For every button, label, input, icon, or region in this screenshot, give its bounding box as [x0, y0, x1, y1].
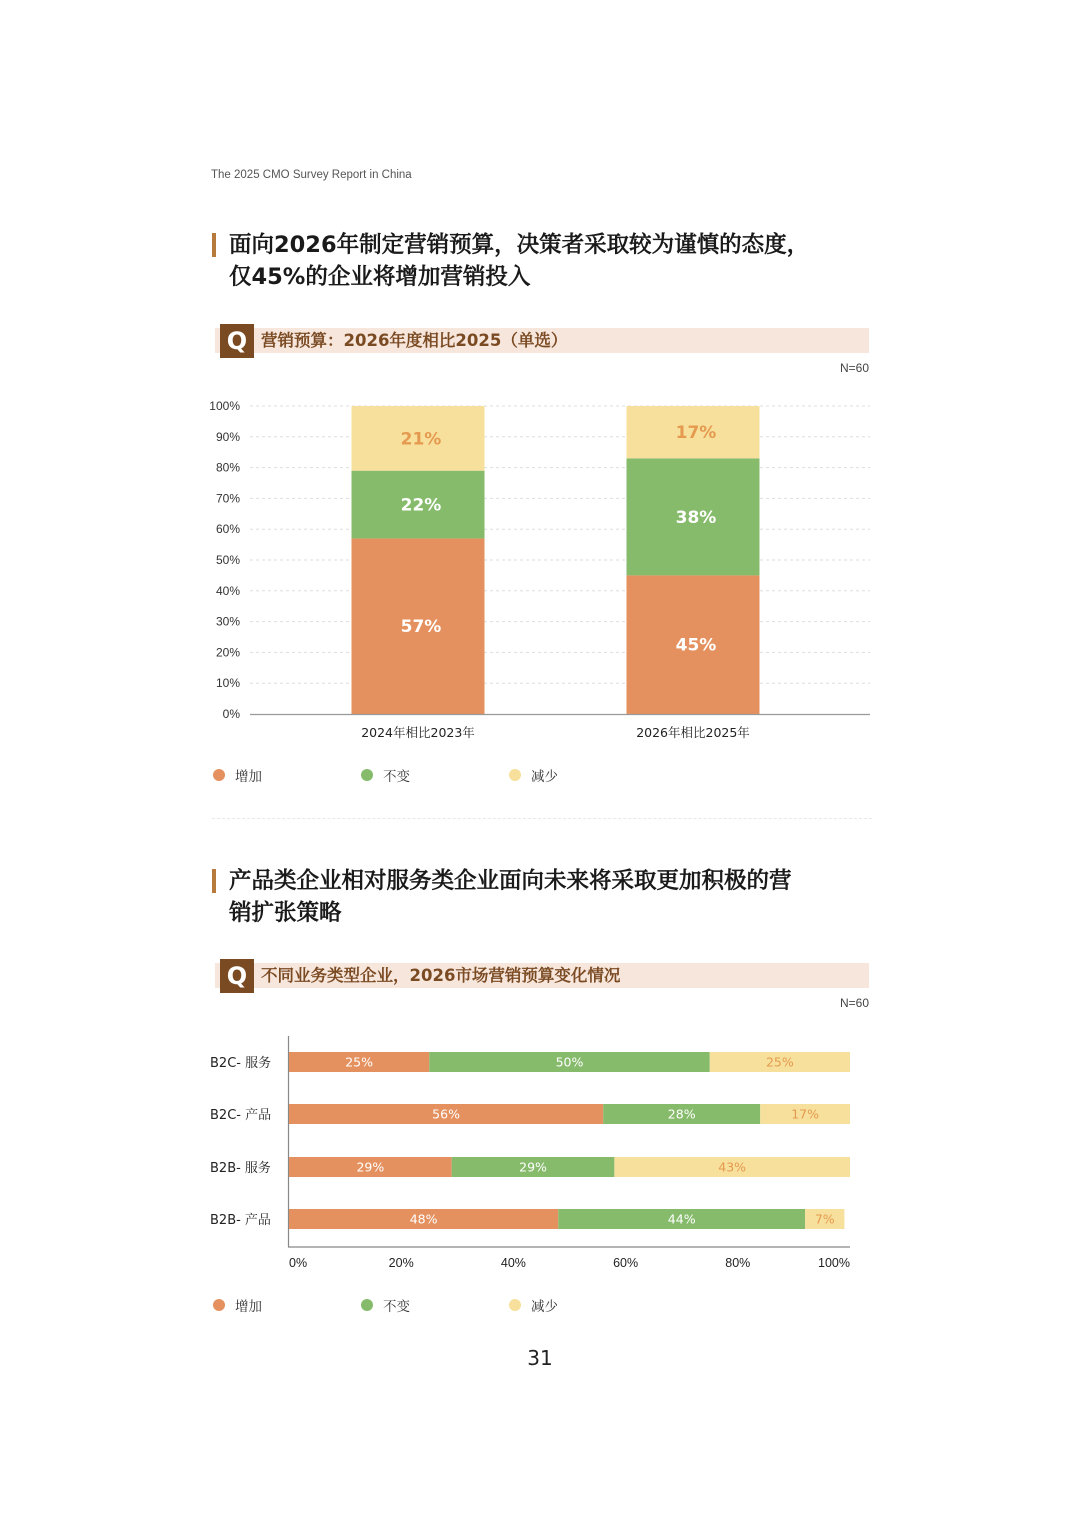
section2-sample-size: N=60 [839, 996, 869, 1010]
section1-sample-size: N=60 [839, 361, 869, 375]
data-label: 50% [555, 1054, 584, 1070]
y-category-label: B2B- 服务 [210, 1161, 271, 1176]
legend-increase-marker [213, 1299, 225, 1311]
question-icon: Q [220, 324, 254, 358]
x-category-label: 2024年相比2023年 [361, 725, 475, 740]
data-label: 56% [432, 1106, 460, 1122]
section2-legend [213, 1295, 657, 1315]
section2-question-text: 不同业务类型企业，2026市场营销预算变化情况 [261, 966, 621, 985]
x-tick-label: 20% [388, 1256, 414, 1270]
data-label: 17% [675, 423, 717, 444]
page-number: 31 [527, 1346, 553, 1370]
x-tick-label: 40% [500, 1256, 526, 1270]
section1-title-line1: 面向2026年制定营销预算，决策者采取较为谨慎的态度， [229, 232, 810, 258]
y-tick-label: 10% [215, 676, 240, 691]
x-category-label: 2026年相比2025年 [636, 725, 750, 740]
legend-item-increase [213, 1295, 361, 1315]
legend-decrease-marker [509, 1299, 521, 1311]
x-tick-label: 0% [289, 1256, 308, 1270]
legend-unchanged-label: 不变 [383, 769, 410, 785]
data-label: 22% [400, 495, 442, 516]
legend-item-unchanged [361, 1295, 509, 1315]
y-category-label: B2C- 服务 [210, 1056, 272, 1071]
legend-decrease-label: 减少 [531, 769, 558, 785]
data-label: 48% [409, 1211, 438, 1227]
y-tick-label: 100% [209, 399, 240, 413]
y-tick-label: 20% [215, 645, 240, 660]
y-category-label: B2B- 产品 [210, 1213, 271, 1228]
x-tick-label: 60% [613, 1256, 639, 1270]
data-label: 25% [345, 1054, 374, 1070]
y-tick-label: 90% [215, 429, 240, 444]
x-tick-label: 100% [818, 1256, 850, 1270]
report-header: The 2025 CMO Survey Report in China [211, 169, 412, 181]
data-label: 43% [718, 1159, 747, 1175]
y-category-label: B2C- 产品 [210, 1108, 272, 1123]
y-tick-label: 40% [215, 583, 240, 598]
section1-question-text: 营销预算：2026年度相比2025（单选） [261, 331, 568, 350]
legend-decrease-label: 减少 [531, 1299, 558, 1315]
data-label: 29% [356, 1159, 385, 1175]
data-label: 38% [675, 507, 717, 528]
x-tick-label: 80% [725, 1256, 751, 1270]
data-label: 57% [400, 617, 442, 638]
y-tick-label: 60% [215, 522, 240, 537]
section2-title-line1: 产品类企业相对服务类企业面向未来将采取更加积极的营 [229, 868, 792, 894]
data-label: 7% [814, 1211, 835, 1227]
data-label: 45% [675, 635, 717, 656]
question-icon: Q [220, 959, 254, 993]
data-label: 44% [667, 1211, 696, 1227]
data-label: 17% [791, 1106, 820, 1122]
y-tick-label: 0% [222, 707, 240, 721]
y-tick-label: 30% [215, 614, 240, 629]
legend-increase-label: 增加 [235, 1299, 262, 1315]
section2-title-line2: 销扩张策略 [229, 900, 342, 926]
data-label: 25% [765, 1054, 794, 1070]
legend-unchanged-marker [361, 1299, 373, 1311]
data-label: 21% [400, 429, 442, 450]
y-tick-label: 80% [215, 460, 240, 475]
legend-increase-label: 增加 [235, 769, 262, 785]
legend-item-decrease [509, 1295, 657, 1315]
section1-title-line2: 仅45%的企业将增加营销投入 [229, 264, 531, 290]
data-label: 29% [519, 1159, 547, 1175]
data-label: 28% [667, 1106, 696, 1122]
y-tick-label: 50% [215, 553, 240, 567]
legend-unchanged-label: 不变 [383, 1299, 410, 1315]
y-tick-label: 70% [215, 491, 240, 506]
